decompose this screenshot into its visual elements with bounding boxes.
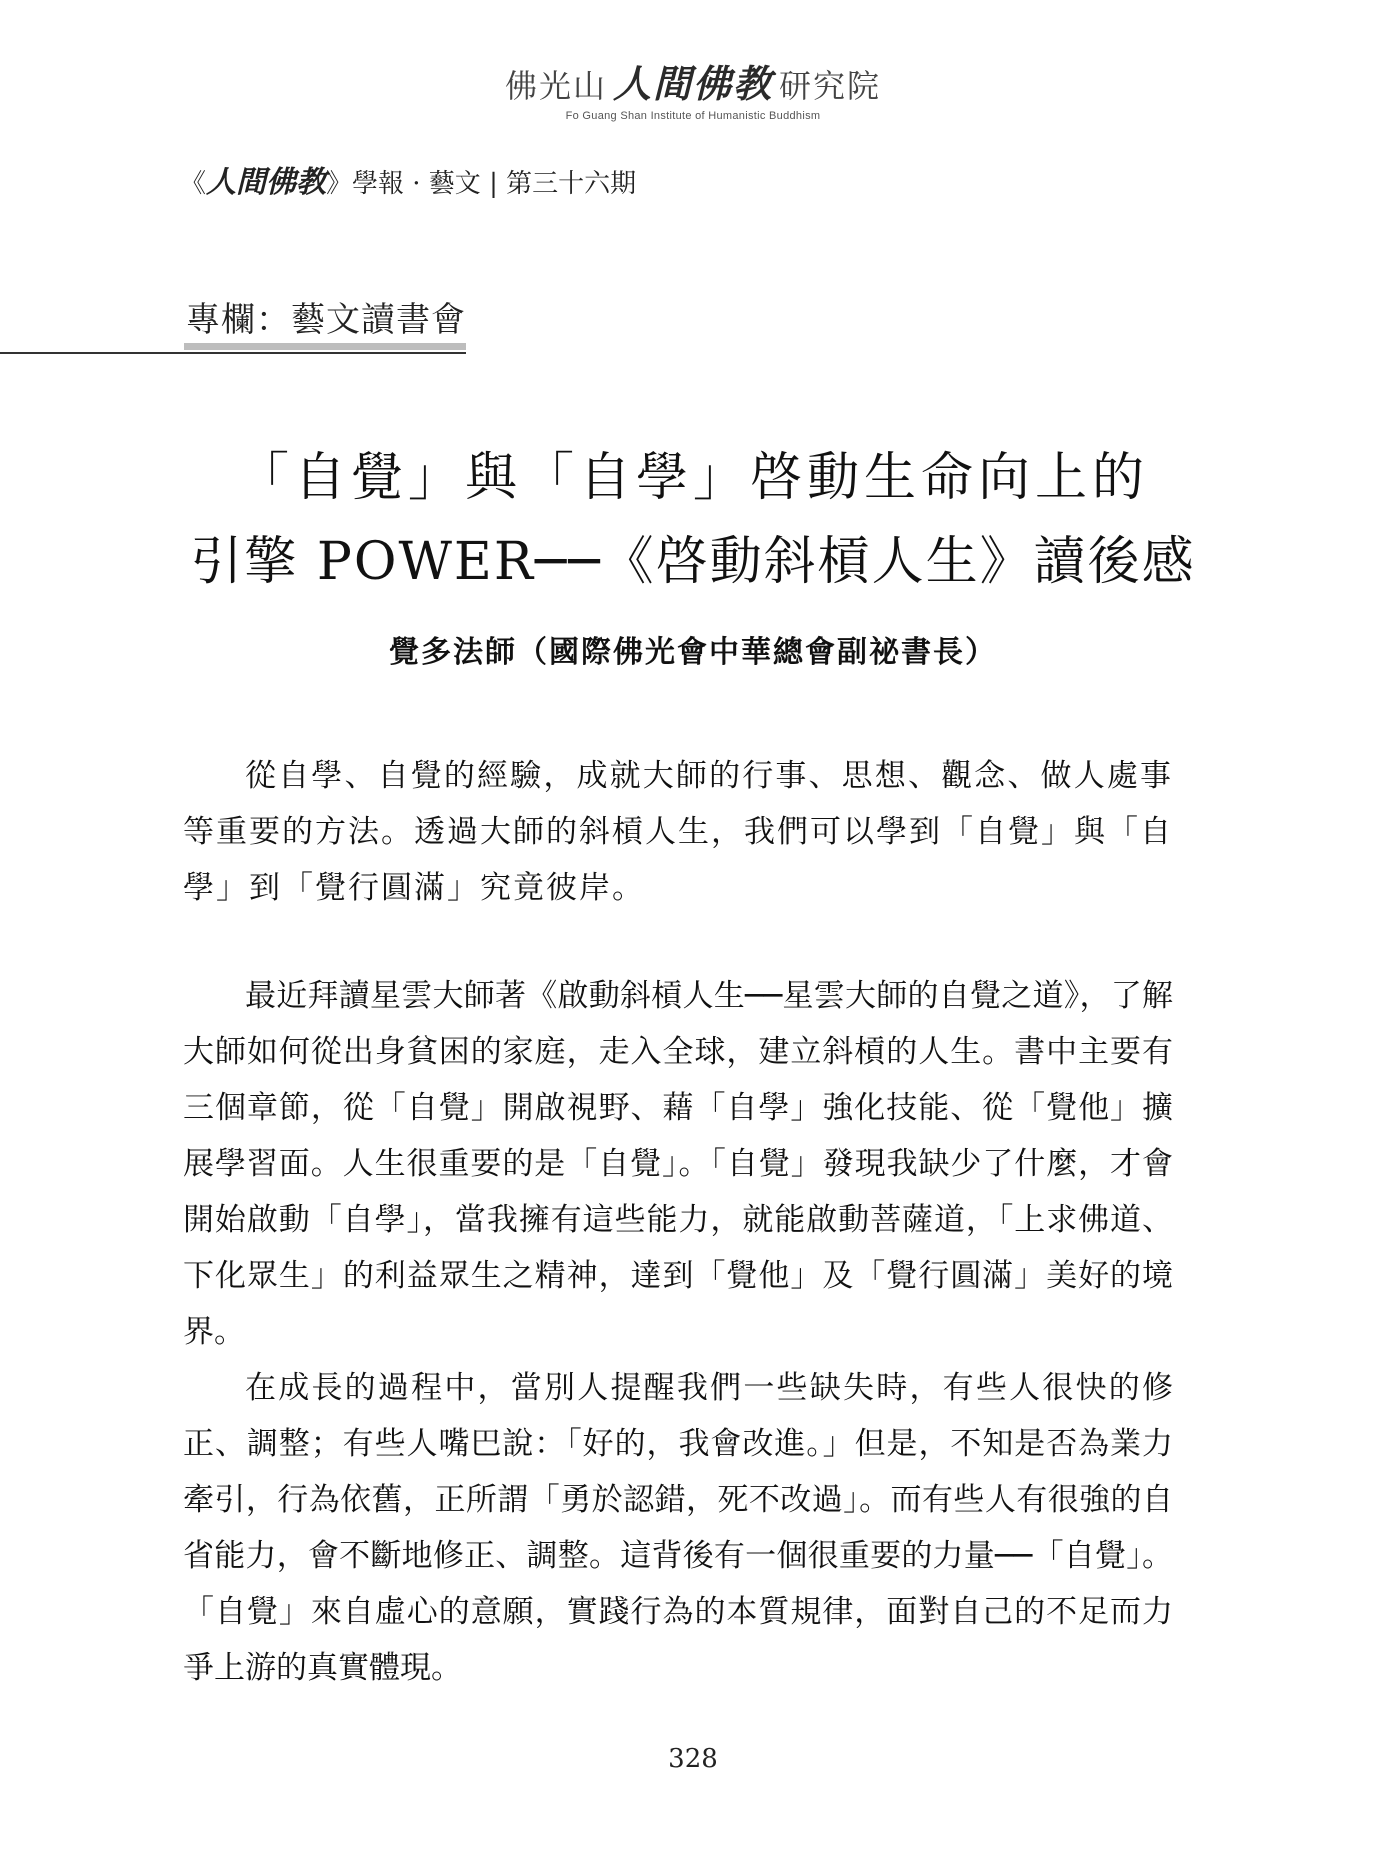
institute-english-name: Fo Guang Shan Institute of Humanistic Buddhism xyxy=(565,110,821,122)
article-title-line-1: 「自覺」與「自學」啓動生命向上的 xyxy=(236,448,1149,508)
journal-open-bracket: 《 xyxy=(180,169,207,199)
article-abstract xyxy=(183,748,1173,916)
column-divider-rule xyxy=(0,352,466,354)
body-paragraph-2: 在成長的過程中，當別人提醒我們一些缺失時，有些人很快的修正、調整；有些人嘴巴說：「好的，我會改進。」但是，不知是否為業力牽引，行為依舊，正所謂「勇於認錯，死不改過」。而有些人有很強的自省能力，會不斷地修正、調整。這背後有一個很重要的力量──「自覺」。「自覺」來自虛心的意願，實踐行為的本質規律，面對自己的不足而力爭上游的真實體現。 xyxy=(183,1370,1173,1686)
article-body xyxy=(183,968,1173,1696)
journal-issue-info: 》學報 · 藝文 | 第三十六期 xyxy=(326,169,637,199)
body-paragraph-1: 最近拜讀星雲大師著《啟動斜槓人生──星雲大師的自覺之道》，了解大師如何從出身貧困的家庭，走入全球，建立斜槓的人生。書中主要有三個章節，從「自覺」開啟視野、藉「自學」強化技能、從「覺他」擴展學習面。人生很重要的是「自覺」。「自覺」發現我缺少了什麼，才會開始啟動「自學」，當我擁有這些能力，就能啟動菩薩道，「上求佛道、下化眾生」的利益眾生之精神，達到「覺他」及「覺行圓滿」美好的境界。 xyxy=(183,978,1173,1350)
institute-prefix: 佛光山 xyxy=(504,67,607,105)
abstract-text: 從自學、自覺的經驗，成就大師的行事、思想、觀念、做人處事等重要的方法。透過大師的斜槓人生，我們可以學到「自覺」與「自學」到「覺行圓滿」究竟彼岸。 xyxy=(183,758,1173,906)
article-title-line-2: 引擎 POWER──《啓動斜槓人生》讀後感 xyxy=(190,532,1196,592)
institute-brand-logo: 人間佛教 xyxy=(612,61,773,106)
article-author: 覺多法師（國際佛光會中華總會副祕書長） xyxy=(389,635,997,670)
institute-suffix: 研究院 xyxy=(779,67,882,105)
journal-brand-logo: 人間佛教 xyxy=(206,165,327,200)
column-label-underline xyxy=(184,343,466,350)
journal-running-head xyxy=(180,166,636,201)
institute-header xyxy=(0,61,1386,106)
column-label: 專欄：藝文讀書會 xyxy=(186,300,466,340)
page-number: 328 xyxy=(668,1744,718,1774)
